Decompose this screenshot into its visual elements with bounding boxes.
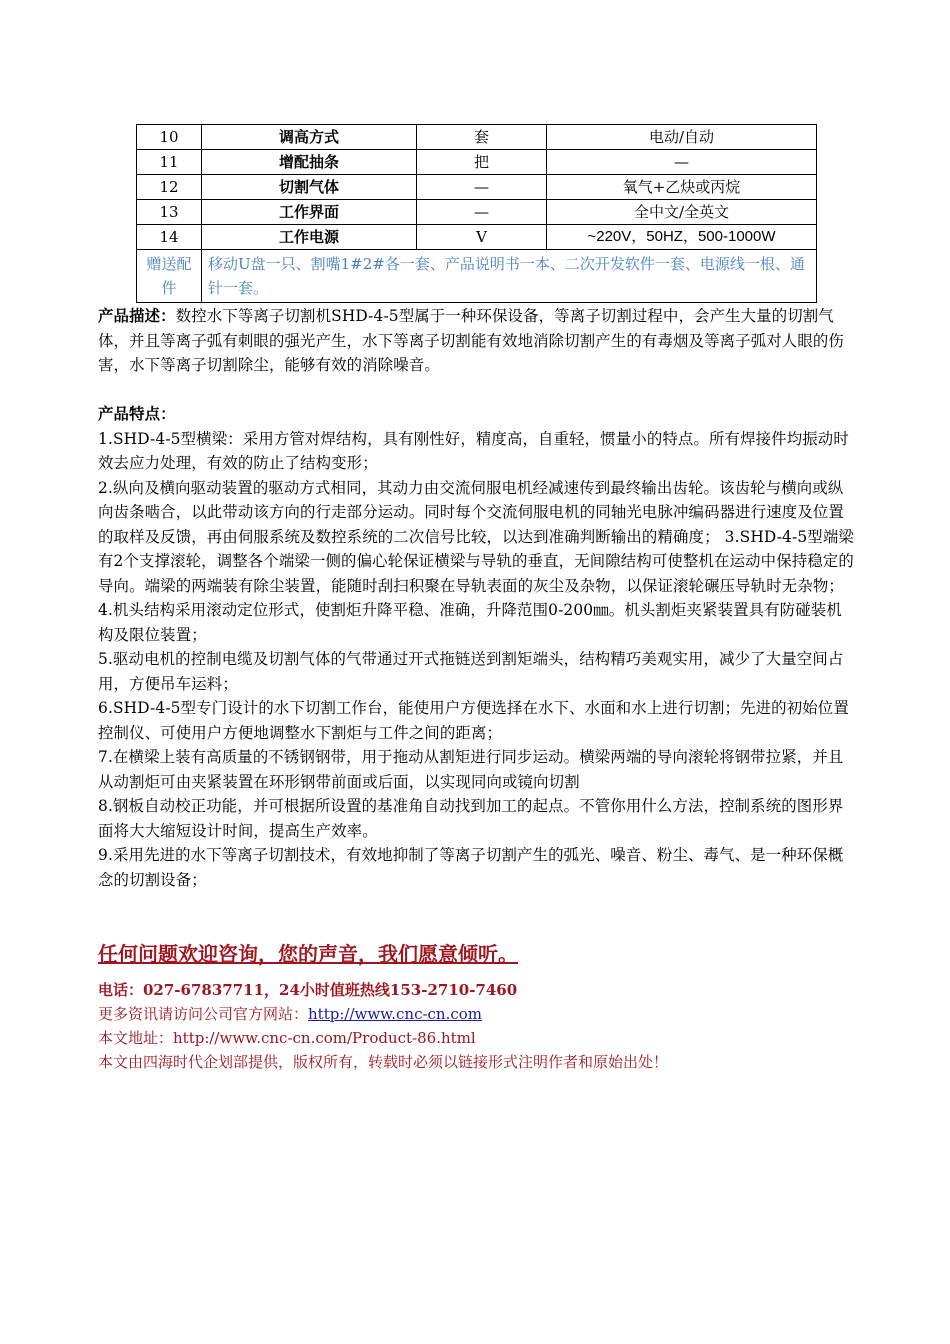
contact-footer xyxy=(98,938,854,1074)
accessories-text: 移动U盘一只、割嘴1#2#各一套、产品说明书一本、二次开发软件一套、电源线一根、通针一套。 xyxy=(202,250,817,303)
copyright-notice: 本文由四海时代企划部提供，版权所有，转载时必须以链接形式注明作者和原始出处！ xyxy=(98,1053,669,1071)
article-body xyxy=(98,304,854,892)
feature-item: 1.SHD-4-5型横梁：采用方管对焊结构，具有刚性好，精度高，自重轻，惯量小的特点。所有焊接件均振动时效去应力处理，有效的防止了结构变形； xyxy=(98,429,849,472)
feature-item: 2.纵向及横向驱动装置的驱动方式相同，其动力由交流伺服电机经减速传到最终输出齿轮。该齿轮与横向或纵向齿条啮合，以此带动该方向的行走部分运动。同时每个交流伺服电机的同轴光电脉冲编码器进行速度及位置的取样及反馈，再由伺服系统及数控系统的二次信号比较，以达到准确判断输出的精确度； 3.SHD-4-5型端梁有2个支撑滚轮，调整各个端梁一侧的偏心轮保证横梁与导轨的垂直，无间隙结构可使整机在运动中保持稳定的导向。端梁的两端装有除尘装置，能随时刮扫积聚在导轨表面的灰尘及杂物，以保证滚轮碾压导轨时无杂物； xyxy=(98,478,854,595)
param-name: 工作界面 xyxy=(202,200,417,225)
param-unit: 把 xyxy=(417,150,547,175)
website-line xyxy=(98,1002,854,1026)
phone-line: 电话：027-67837711，24小时值班热线153-2710-7460 xyxy=(98,981,518,999)
feature-item: 4.机头结构采用滚动定位形式，使割炬升降平稳、准确，升降范围0-200㎜。机头割炬夹紧装置具有防碰装机构及限位装置； xyxy=(98,601,842,644)
row-number: 12 xyxy=(137,175,202,200)
row-number: 11 xyxy=(137,150,202,175)
param-unit: V xyxy=(417,225,547,250)
features-heading: 产品特点： xyxy=(98,405,176,423)
table-row xyxy=(137,175,817,200)
param-value: — xyxy=(547,150,817,175)
description-label: 产品描述： xyxy=(98,307,176,325)
website-link[interactable]: http://www.cnc-cn.com xyxy=(308,1005,483,1023)
product-description xyxy=(98,304,854,378)
param-unit: — xyxy=(417,200,547,225)
param-value: ~220V，50HZ，500-1000W xyxy=(547,225,817,250)
feature-item: 7.在横梁上装有高质量的不锈钢钢带，用于拖动从割矩进行同步运动。横梁两端的导向滚轮将钢带拉紧，并且从动割炬可由夹紧装置在环形钢带前面或后面，以实现同向或镜向切割 xyxy=(98,748,844,791)
table-row xyxy=(137,150,817,175)
article-address: 本文地址：http://www.cnc-cn.com/Product-86.html xyxy=(98,1029,476,1047)
param-name: 调高方式 xyxy=(202,125,417,150)
param-name: 增配抽条 xyxy=(202,150,417,175)
feature-item: 9.采用先进的水下等离子切割技术，有效地抑制了等离子切割产生的弧光、噪音、粉尘、毒气、是一种环保概念的切割设备； xyxy=(98,846,844,889)
accessories-row xyxy=(137,250,817,303)
table-row xyxy=(137,125,817,150)
feature-item: 5.驱动电机的控制电缆及切割气体的气带通过开式拖链送到割矩端头，结构精巧美观实用，减少了大量空间占用，方便吊车运料； xyxy=(98,650,844,693)
param-unit: — xyxy=(417,175,547,200)
param-value: 氧气+乙炔或丙烷 xyxy=(547,175,817,200)
website-prefix: 更多资讯请访问公司官方网站： xyxy=(98,1005,309,1023)
row-number: 13 xyxy=(137,200,202,225)
row-number: 10 xyxy=(137,125,202,150)
param-value: 电动/自动 xyxy=(547,125,817,150)
row-number: 14 xyxy=(137,225,202,250)
param-unit: 套 xyxy=(417,125,547,150)
accessories-label: 赠送配件 xyxy=(137,250,202,303)
spec-table xyxy=(136,124,817,303)
param-name: 切割气体 xyxy=(202,175,417,200)
description-text: 数控水下等离子切割机SHD-4-5型属于一种环保设备，等离子切割过程中，会产生大量的切割气体，并且等离子弧有刺眼的强光产生，水下等离子切割能有效地消除切割产生的有毒烟及等离子弧对人眼的伤害，水下等离子切割除尘，能够有效的消除噪音。 xyxy=(98,307,844,374)
table-row xyxy=(137,225,817,250)
param-value: 全中文/全英文 xyxy=(547,200,817,225)
feature-item: 8.钢板自动校正功能，并可根据所设置的基准角自动找到加工的起点。不管你用什么方法，控制系统的图形界面将大大缩短设计时间，提高生产效率。 xyxy=(98,797,844,840)
param-name: 工作电源 xyxy=(202,225,417,250)
feature-item: 6.SHD-4-5型专门设计的水下切割工作台，能使用户方便选择在水下、水面和水上进行切割；先进的初始位置控制仪、可使用户方便地调整水下割炬与工件之间的距离； xyxy=(98,699,849,742)
table-row xyxy=(137,200,817,225)
consultation-banner: 任何问题欢迎咨询，您的声音，我们愿意倾听。 xyxy=(98,942,518,966)
